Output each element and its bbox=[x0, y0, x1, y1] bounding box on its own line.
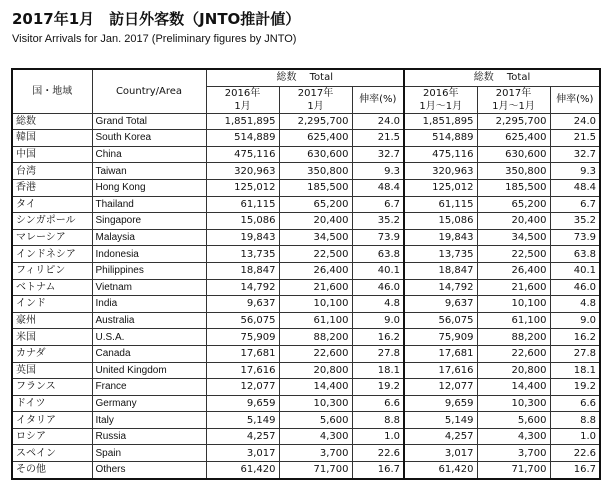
table-row bbox=[12, 296, 600, 313]
arrivals-2017-jan: 20,800 bbox=[279, 362, 352, 379]
table-row bbox=[12, 312, 600, 329]
arrivals-2017-jan: 350,800 bbox=[279, 163, 352, 180]
arrivals-2016-jan: 125,012 bbox=[206, 179, 279, 196]
growth-rate: 6.6 bbox=[352, 395, 404, 412]
arrivals-2017-cumulative: 26,400 bbox=[477, 262, 550, 279]
growth-rate: 8.8 bbox=[352, 412, 404, 429]
arrivals-2017-jan: 5,600 bbox=[279, 412, 352, 429]
arrivals-2016-jan: 14,792 bbox=[206, 279, 279, 296]
cumulative-growth-rate: 32.7 bbox=[550, 146, 600, 163]
arrivals-2017-cumulative: 88,200 bbox=[477, 329, 550, 346]
arrivals-2017-jan: 185,500 bbox=[279, 179, 352, 196]
page-subtitle: Visitor Arrivals for Jan. 2017 (Preliminary figures by JNTO) bbox=[12, 33, 297, 45]
arrivals-2017-cumulative: 21,600 bbox=[477, 279, 550, 296]
country-name-en: Others bbox=[92, 462, 206, 479]
country-name-en: Hong Kong bbox=[92, 179, 206, 196]
arrivals-2016-cumulative: 19,843 bbox=[404, 229, 477, 246]
cumulative-growth-rate: 35.2 bbox=[550, 213, 600, 230]
table-row bbox=[12, 345, 600, 362]
arrivals-2017-cumulative: 4,300 bbox=[477, 428, 550, 445]
growth-rate: 16.7 bbox=[352, 462, 404, 479]
arrivals-2016-jan: 18,847 bbox=[206, 262, 279, 279]
table-row bbox=[12, 262, 600, 279]
country-name-en: France bbox=[92, 379, 206, 396]
country-name-en: Philippines bbox=[92, 262, 206, 279]
table-row bbox=[12, 362, 600, 379]
arrivals-2017-jan: 625,400 bbox=[279, 130, 352, 147]
growth-rate: 1.0 bbox=[352, 428, 404, 445]
arrivals-2017-cumulative: 71,700 bbox=[477, 462, 550, 479]
arrivals-2016-jan: 4,257 bbox=[206, 428, 279, 445]
cumulative-growth-rate: 22.6 bbox=[550, 445, 600, 462]
country-name-jp: ベトナム bbox=[12, 279, 92, 296]
growth-rate: 48.4 bbox=[352, 179, 404, 196]
arrivals-2016-jan: 12,077 bbox=[206, 379, 279, 396]
arrivals-2017-jan: 34,500 bbox=[279, 229, 352, 246]
country-name-jp: ロシア bbox=[12, 428, 92, 445]
table-row bbox=[12, 379, 600, 396]
arrivals-2017-jan: 3,700 bbox=[279, 445, 352, 462]
cumulative-growth-rate: 46.0 bbox=[550, 279, 600, 296]
header-2017-jan: 2017年 1月 bbox=[279, 86, 352, 113]
country-name-en: U.S.A. bbox=[92, 329, 206, 346]
arrivals-2017-jan: 26,400 bbox=[279, 262, 352, 279]
country-name-jp: シンガポール bbox=[12, 213, 92, 230]
arrivals-2016-jan: 15,086 bbox=[206, 213, 279, 230]
arrivals-2017-cumulative: 22,600 bbox=[477, 345, 550, 362]
arrivals-2016-cumulative: 3,017 bbox=[404, 445, 477, 462]
growth-rate: 22.6 bbox=[352, 445, 404, 462]
arrivals-2016-cumulative: 61,115 bbox=[404, 196, 477, 213]
growth-rate: 18.1 bbox=[352, 362, 404, 379]
table-row bbox=[12, 412, 600, 429]
arrivals-2016-jan: 13,735 bbox=[206, 246, 279, 263]
country-name-en: Singapore bbox=[92, 213, 206, 230]
arrivals-2017-cumulative: 10,100 bbox=[477, 296, 550, 313]
header-group-monthly: 総数 Total bbox=[206, 69, 404, 86]
growth-rate: 9.0 bbox=[352, 312, 404, 329]
arrivals-2016-cumulative: 13,735 bbox=[404, 246, 477, 263]
cumulative-growth-rate: 73.9 bbox=[550, 229, 600, 246]
arrivals-2017-cumulative: 65,200 bbox=[477, 196, 550, 213]
arrivals-2016-cumulative: 17,616 bbox=[404, 362, 477, 379]
arrivals-2017-jan: 65,200 bbox=[279, 196, 352, 213]
growth-rate: 24.0 bbox=[352, 113, 404, 130]
arrivals-2016-cumulative: 14,792 bbox=[404, 279, 477, 296]
country-name-jp: スペイン bbox=[12, 445, 92, 462]
arrivals-2016-cumulative: 5,149 bbox=[404, 412, 477, 429]
arrivals-2016-cumulative: 75,909 bbox=[404, 329, 477, 346]
growth-rate: 63.8 bbox=[352, 246, 404, 263]
table-row bbox=[12, 163, 600, 180]
arrivals-2017-jan: 22,500 bbox=[279, 246, 352, 263]
cumulative-growth-rate: 48.4 bbox=[550, 179, 600, 196]
arrivals-2016-jan: 17,681 bbox=[206, 345, 279, 362]
arrivals-2017-cumulative: 10,300 bbox=[477, 395, 550, 412]
country-name-en: Australia bbox=[92, 312, 206, 329]
arrivals-2017-jan: 20,400 bbox=[279, 213, 352, 230]
arrivals-2016-cumulative: 125,012 bbox=[404, 179, 477, 196]
cumulative-growth-rate: 8.8 bbox=[550, 412, 600, 429]
arrivals-2016-cumulative: 4,257 bbox=[404, 428, 477, 445]
arrivals-2016-cumulative: 61,420 bbox=[404, 462, 477, 479]
table-row bbox=[12, 130, 600, 147]
cumulative-growth-rate: 9.3 bbox=[550, 163, 600, 180]
cumulative-growth-rate: 6.6 bbox=[550, 395, 600, 412]
cumulative-growth-rate: 21.5 bbox=[550, 130, 600, 147]
arrivals-2017-cumulative: 34,500 bbox=[477, 229, 550, 246]
country-name-jp: 豪州 bbox=[12, 312, 92, 329]
table-row bbox=[12, 279, 600, 296]
arrivals-2016-jan: 5,149 bbox=[206, 412, 279, 429]
country-name-jp: 米国 bbox=[12, 329, 92, 346]
arrivals-2016-jan: 9,659 bbox=[206, 395, 279, 412]
arrivals-2017-cumulative: 5,600 bbox=[477, 412, 550, 429]
country-name-jp: 香港 bbox=[12, 179, 92, 196]
country-name-jp: カナダ bbox=[12, 345, 92, 362]
growth-rate: 4.8 bbox=[352, 296, 404, 313]
header-country-jp: 国・地域 bbox=[12, 69, 92, 113]
growth-rate: 73.9 bbox=[352, 229, 404, 246]
cumulative-growth-rate: 40.1 bbox=[550, 262, 600, 279]
country-name-jp: フランス bbox=[12, 379, 92, 396]
arrivals-2017-cumulative: 2,295,700 bbox=[477, 113, 550, 130]
arrivals-2017-jan: 88,200 bbox=[279, 329, 352, 346]
country-name-jp: 総数 bbox=[12, 113, 92, 130]
arrivals-2017-jan: 14,400 bbox=[279, 379, 352, 396]
arrivals-2017-cumulative: 350,800 bbox=[477, 163, 550, 180]
arrivals-2017-cumulative: 20,400 bbox=[477, 213, 550, 230]
arrivals-2016-cumulative: 9,637 bbox=[404, 296, 477, 313]
growth-rate: 9.3 bbox=[352, 163, 404, 180]
arrivals-2017-cumulative: 625,400 bbox=[477, 130, 550, 147]
country-name-en: Indonesia bbox=[92, 246, 206, 263]
country-name-jp: 英国 bbox=[12, 362, 92, 379]
cumulative-growth-rate: 16.2 bbox=[550, 329, 600, 346]
cumulative-growth-rate: 63.8 bbox=[550, 246, 600, 263]
arrivals-2017-cumulative: 3,700 bbox=[477, 445, 550, 462]
header-country-en: Country/Area bbox=[92, 69, 206, 113]
country-name-jp: マレーシア bbox=[12, 229, 92, 246]
cumulative-growth-rate: 24.0 bbox=[550, 113, 600, 130]
country-name-jp: フィリピン bbox=[12, 262, 92, 279]
arrivals-2016-jan: 514,889 bbox=[206, 130, 279, 147]
arrivals-2017-cumulative: 14,400 bbox=[477, 379, 550, 396]
header-growth-rate: 伸率(%) bbox=[352, 86, 404, 113]
arrivals-2017-cumulative: 630,600 bbox=[477, 146, 550, 163]
growth-rate: 46.0 bbox=[352, 279, 404, 296]
table-row bbox=[12, 229, 600, 246]
arrivals-2017-jan: 71,700 bbox=[279, 462, 352, 479]
arrivals-2016-cumulative: 17,681 bbox=[404, 345, 477, 362]
arrivals-2016-jan: 1,851,895 bbox=[206, 113, 279, 130]
growth-rate: 32.7 bbox=[352, 146, 404, 163]
arrivals-2016-jan: 3,017 bbox=[206, 445, 279, 462]
country-name-en: Grand Total bbox=[92, 113, 206, 130]
country-name-jp: 韓国 bbox=[12, 130, 92, 147]
table-row bbox=[12, 196, 600, 213]
arrivals-2017-cumulative: 22,500 bbox=[477, 246, 550, 263]
table-row bbox=[12, 146, 600, 163]
header-cumulative-growth-rate: 伸率(%) bbox=[550, 86, 600, 113]
cumulative-growth-rate: 16.7 bbox=[550, 462, 600, 479]
arrivals-2016-cumulative: 15,086 bbox=[404, 213, 477, 230]
arrivals-2017-jan: 2,295,700 bbox=[279, 113, 352, 130]
country-name-jp: インド bbox=[12, 296, 92, 313]
header-2016-jan: 2016年 1月 bbox=[206, 86, 279, 113]
arrivals-2017-jan: 630,600 bbox=[279, 146, 352, 163]
arrivals-2016-cumulative: 475,116 bbox=[404, 146, 477, 163]
arrivals-2016-jan: 475,116 bbox=[206, 146, 279, 163]
cumulative-growth-rate: 9.0 bbox=[550, 312, 600, 329]
header-2016-cumulative: 2016年 1月～1月 bbox=[404, 86, 477, 113]
country-name-jp: インドネシア bbox=[12, 246, 92, 263]
country-name-en: Malaysia bbox=[92, 229, 206, 246]
table-row bbox=[12, 445, 600, 462]
country-name-en: Italy bbox=[92, 412, 206, 429]
country-name-jp: イタリア bbox=[12, 412, 92, 429]
arrivals-2016-jan: 19,843 bbox=[206, 229, 279, 246]
table-row bbox=[12, 462, 600, 479]
page-title: 2017年1月 訪日外客数（JNTO推計値） bbox=[12, 10, 301, 28]
growth-rate: 40.1 bbox=[352, 262, 404, 279]
arrivals-2016-jan: 75,909 bbox=[206, 329, 279, 346]
arrivals-2017-jan: 10,300 bbox=[279, 395, 352, 412]
arrivals-2016-jan: 320,963 bbox=[206, 163, 279, 180]
growth-rate: 35.2 bbox=[352, 213, 404, 230]
arrivals-2016-jan: 61,115 bbox=[206, 196, 279, 213]
arrivals-2017-cumulative: 185,500 bbox=[477, 179, 550, 196]
arrivals-2016-cumulative: 12,077 bbox=[404, 379, 477, 396]
table-row bbox=[12, 179, 600, 196]
arrivals-2016-jan: 61,420 bbox=[206, 462, 279, 479]
arrivals-2016-cumulative: 9,659 bbox=[404, 395, 477, 412]
arrivals-2017-jan: 21,600 bbox=[279, 279, 352, 296]
country-name-en: Spain bbox=[92, 445, 206, 462]
arrivals-2017-jan: 22,600 bbox=[279, 345, 352, 362]
arrivals-2017-jan: 61,100 bbox=[279, 312, 352, 329]
arrivals-2016-cumulative: 56,075 bbox=[404, 312, 477, 329]
country-name-en: South Korea bbox=[92, 130, 206, 147]
arrivals-2016-cumulative: 1,851,895 bbox=[404, 113, 477, 130]
arrivals-2016-jan: 9,637 bbox=[206, 296, 279, 313]
arrivals-2016-cumulative: 514,889 bbox=[404, 130, 477, 147]
country-name-jp: ドイツ bbox=[12, 395, 92, 412]
country-name-en: China bbox=[92, 146, 206, 163]
country-name-en: Russia bbox=[92, 428, 206, 445]
table-row bbox=[12, 246, 600, 263]
arrivals-2016-cumulative: 320,963 bbox=[404, 163, 477, 180]
arrivals-2016-cumulative: 18,847 bbox=[404, 262, 477, 279]
country-name-en: United Kingdom bbox=[92, 362, 206, 379]
country-name-en: India bbox=[92, 296, 206, 313]
country-name-en: Taiwan bbox=[92, 163, 206, 180]
country-name-en: Germany bbox=[92, 395, 206, 412]
cumulative-growth-rate: 18.1 bbox=[550, 362, 600, 379]
arrivals-2016-jan: 56,075 bbox=[206, 312, 279, 329]
header-group-cumulative: 総数 Total bbox=[404, 69, 600, 86]
country-name-en: Thailand bbox=[92, 196, 206, 213]
arrivals-2017-cumulative: 61,100 bbox=[477, 312, 550, 329]
country-name-jp: タイ bbox=[12, 196, 92, 213]
table-row bbox=[12, 213, 600, 230]
growth-rate: 19.2 bbox=[352, 379, 404, 396]
growth-rate: 21.5 bbox=[352, 130, 404, 147]
growth-rate: 27.8 bbox=[352, 345, 404, 362]
country-name-en: Vietnam bbox=[92, 279, 206, 296]
visitor-arrivals-table bbox=[11, 68, 601, 480]
cumulative-growth-rate: 6.7 bbox=[550, 196, 600, 213]
table-row bbox=[12, 428, 600, 445]
table-row bbox=[12, 329, 600, 346]
cumulative-growth-rate: 27.8 bbox=[550, 345, 600, 362]
cumulative-growth-rate: 1.0 bbox=[550, 428, 600, 445]
growth-rate: 16.2 bbox=[352, 329, 404, 346]
arrivals-2017-jan: 4,300 bbox=[279, 428, 352, 445]
cumulative-growth-rate: 19.2 bbox=[550, 379, 600, 396]
country-name-jp: 中国 bbox=[12, 146, 92, 163]
country-name-jp: 台湾 bbox=[12, 163, 92, 180]
table-row bbox=[12, 395, 600, 412]
header-2017-cumulative: 2017年 1月～1月 bbox=[477, 86, 550, 113]
country-name-en: Canada bbox=[92, 345, 206, 362]
growth-rate: 6.7 bbox=[352, 196, 404, 213]
table-row bbox=[12, 113, 600, 130]
cumulative-growth-rate: 4.8 bbox=[550, 296, 600, 313]
country-name-jp: その他 bbox=[12, 462, 92, 479]
arrivals-2017-cumulative: 20,800 bbox=[477, 362, 550, 379]
arrivals-2017-jan: 10,100 bbox=[279, 296, 352, 313]
arrivals-2016-jan: 17,616 bbox=[206, 362, 279, 379]
